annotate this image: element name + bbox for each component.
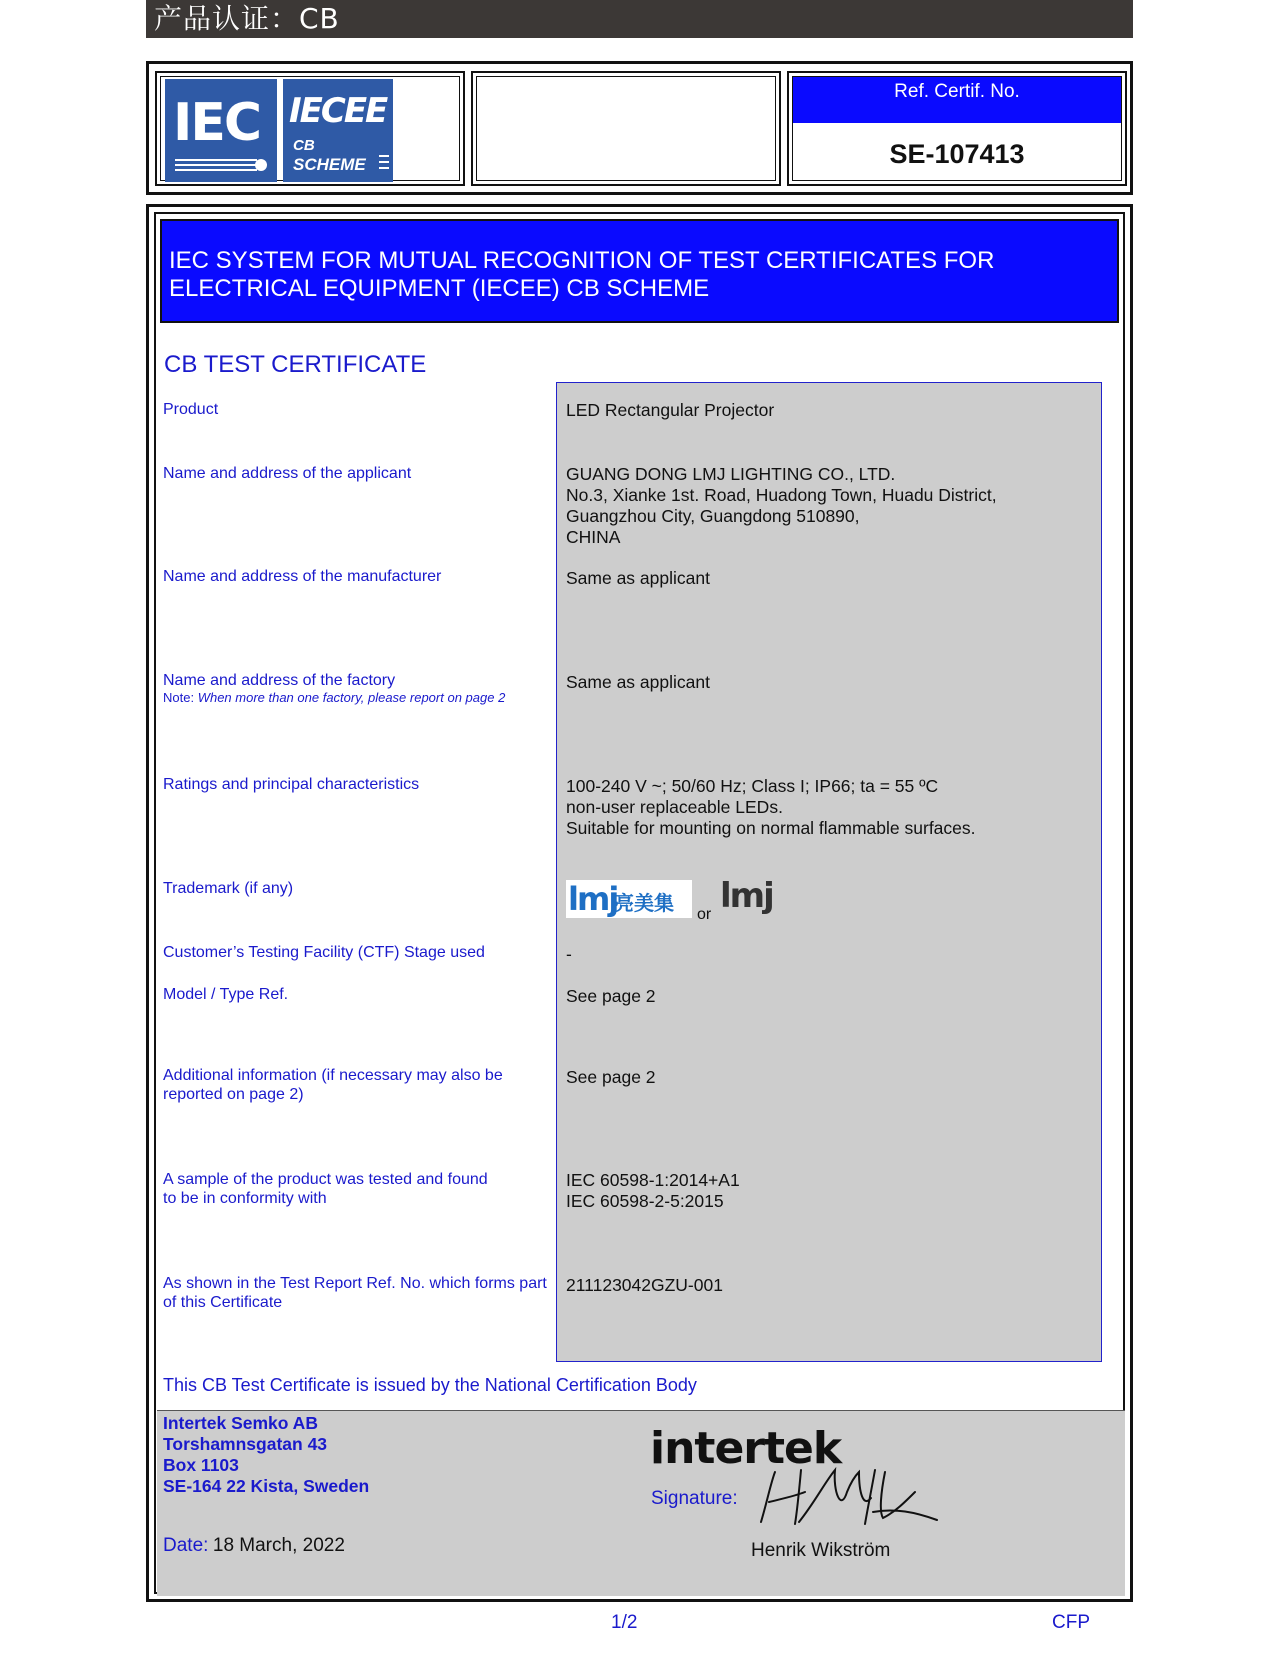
trademark-or: or [697, 906, 712, 923]
ratings-value [566, 776, 976, 839]
manufacturer-label: Name and address of the manufacturer [163, 568, 442, 585]
factory-label: Name and address of the factory [163, 672, 396, 689]
issuer-line: Box 1103 [163, 1455, 239, 1475]
additional-value: See page 2 [566, 1067, 656, 1087]
ref-number: SE-107413 [889, 139, 1025, 169]
certificate-header [146, 61, 1133, 195]
footer-code: CFP [1052, 1612, 1090, 1633]
ref-cell [787, 71, 1127, 186]
ratings-line: 100-240 V ~; 50/60 Hz; Class I; IP66; ta = 55 ºC [566, 776, 939, 796]
lmj-logo-latin: lmj [568, 880, 618, 918]
signer-name: Henrik Wikström [751, 1540, 891, 1561]
ratings-line: non-user replaceable LEDs. [566, 797, 783, 817]
issued-by-text: This CB Test Certificate is issued by the National Certification Body [163, 1375, 697, 1395]
applicant-value [566, 464, 997, 548]
blank-cell [471, 71, 781, 186]
ref-label: Ref. Certif. No. [793, 77, 1121, 123]
lmj-logo-plain: lmj [720, 876, 773, 916]
iec-logo-text: IEC [173, 93, 261, 153]
signature-image [755, 1462, 945, 1532]
ctf-label: Customer’s Testing Facility (CTF) Stage used [163, 944, 485, 961]
issuer-line: SE-164 22 Kista, Sweden [163, 1476, 370, 1496]
scheme-logo-text: SCHEME [293, 155, 366, 174]
product-value: LED Rectangular Projector [566, 400, 775, 420]
applicant-line: No.3, Xianke 1st. Road, Huadong Town, Huadu District, [566, 485, 997, 505]
ctf-value: - [566, 944, 572, 964]
top-banner [146, 0, 1133, 38]
scheme-title-line2: ELECTRICAL EQUIPMENT (IECEE) CB SCHEME [169, 275, 710, 302]
cert-title: CB TEST CERTIFICATE [164, 351, 427, 378]
factory-value: Same as applicant [566, 672, 710, 692]
applicant-line: GUANG DONG LMJ LIGHTING CO., LTD. [566, 464, 896, 484]
conformity-label-line: to be in conformity with [163, 1190, 327, 1207]
scheme-title-band [160, 219, 1119, 323]
issue-date [163, 1535, 345, 1557]
manufacturer-value: Same as applicant [566, 568, 710, 588]
product-label: Product [163, 401, 219, 418]
banner-text: 产品认证：CB [154, 2, 340, 35]
standard-line: IEC 60598-1:2014+A1 [566, 1170, 740, 1190]
applicant-line: Guangzhou City, Guangdong 510890, [566, 506, 860, 526]
report-value: 211123042GZU-001 [566, 1275, 723, 1295]
conformity-value [566, 1170, 740, 1212]
signature-scribble [755, 1462, 945, 1532]
lmj-logo-cn [566, 880, 692, 918]
applicant-label: Name and address of the applicant [163, 465, 412, 482]
lmj-logo-chinese: 亮美集 [614, 891, 674, 915]
date-value: 18 March, 2022 [212, 1535, 345, 1556]
report-label-line: of this Certificate [163, 1294, 283, 1311]
logo-cell [155, 71, 465, 186]
conformity-label-line: A sample of the product was tested and found [163, 1171, 488, 1188]
ratings-label: Ratings and principal characteristics [163, 776, 420, 793]
factory-note-text: When more than one factory, please report on page 2 [197, 690, 506, 705]
cb-logo-text: CB [293, 137, 315, 154]
issuer-address [163, 1413, 369, 1497]
additional-label [163, 1066, 503, 1104]
conformity-label [163, 1170, 488, 1208]
page-number: 1/2 [611, 1612, 638, 1633]
model-label: Model / Type Ref. [163, 986, 289, 1003]
iec-logo [165, 79, 277, 182]
iecee-cb-scheme-logo [283, 79, 393, 182]
additional-label-line: Additional information (if necessary may also be [163, 1067, 503, 1084]
report-label-line: As shown in the Test Report Ref. No. which forms part [163, 1275, 547, 1292]
issuer-line: Intertek Semko AB [163, 1413, 318, 1433]
factory-note [163, 690, 505, 706]
intertek-logo: intertek [650, 1423, 842, 1474]
model-value: See page 2 [566, 986, 656, 1006]
scheme-title-line1: IEC SYSTEM FOR MUTUAL RECOGNITION OF TEST CERTIFICATES FOR [169, 247, 995, 274]
report-label [163, 1274, 547, 1312]
iecee-logo-text: IECEE [289, 91, 387, 131]
applicant-line: CHINA [566, 527, 621, 547]
standard-line: IEC 60598-2-5:2015 [566, 1191, 724, 1211]
issuer-line: Torshamnsgatan 43 [163, 1434, 328, 1454]
ratings-line: Suitable for mounting on normal flammable surfaces. [566, 818, 976, 838]
date-label: Date: [163, 1535, 209, 1556]
trademark-label: Trademark (if any) [163, 880, 294, 897]
factory-note-prefix: Note: [163, 690, 198, 705]
additional-label-line: reported on page 2) [163, 1086, 304, 1103]
signature-label: Signature: [651, 1488, 738, 1509]
